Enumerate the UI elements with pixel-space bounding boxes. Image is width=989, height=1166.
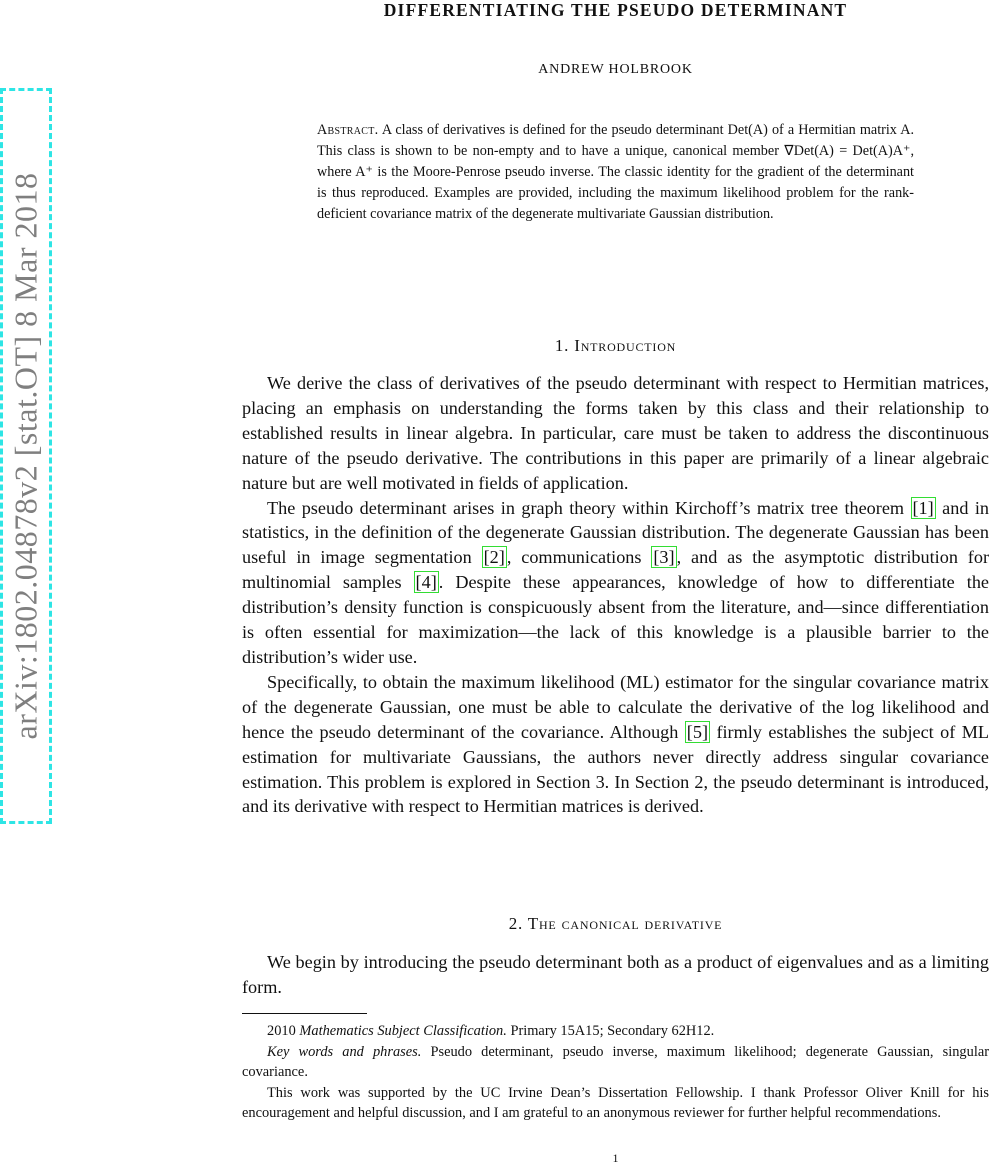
text-run: , and as the asymptotic distribution for multinomial samples [242, 547, 989, 593]
citation-link[interactable]: [5] [686, 721, 709, 742]
citation-link[interactable]: [3] [653, 547, 675, 568]
section2-body [242, 950, 989, 1000]
abstract-label: Abstract. [317, 122, 379, 138]
text-run: and in statistics, in the definition of the degenerate Gaussian distribution. The degenerate Gaussian has been useful in image segmentation [242, 497, 989, 568]
paragraph [242, 496, 989, 670]
footnote-italic: Mathematics Subject Classification. [299, 1023, 507, 1039]
paragraph: We begin by introducing the pseudo determinant both as a product of eigenvalues and as a limiting form. [242, 952, 989, 997]
arxiv-stamp[interactable] [0, 88, 52, 824]
arxiv-id[interactable]: arXiv:1802.04878v2 [stat.OT] 8 Mar 2018 [7, 172, 44, 740]
abstract [317, 120, 914, 225]
text-run: , communications [506, 547, 652, 568]
paper-title: DIFFERENTIATING THE PSEUDO DETERMINANT [383, 0, 848, 20]
citation-link[interactable]: [1] [912, 497, 934, 518]
text-run: The pseudo determinant arises in graph theory within Kirchoff’s matrix tree theorem [267, 497, 911, 518]
footnote-keywords [242, 1042, 989, 1083]
page-number: 1 [612, 1151, 619, 1165]
citation-link[interactable]: [4] [415, 572, 437, 593]
footnote-msc [242, 1021, 989, 1042]
section-heading-introduction: 1. Introduction [554, 336, 677, 355]
citation-link[interactable]: [2] [483, 547, 505, 568]
paragraph: We derive the class of derivatives of the pseudo determinant with respect to Hermitian matrices, placing an emphasis on understanding the forms taken by this class and their relationship to established results in linear algebra. In particular, care must be taken to address the discontinuous nature of the pseudo derivative. The contributions in this paper are primarily of a linear algebraic nature but are well motivated in fields of application. [242, 373, 989, 493]
footnote-text: Primary 15A15; Secondary 62H12. [506, 1023, 715, 1039]
author-name: ANDREW HOLBROOK [538, 62, 693, 77]
footnote-label: 2010 [267, 1023, 300, 1039]
footnote-text: Pseudo determinant, pseudo inverse, maximum likelihood; degenerate Gaussian, singular covariance. [242, 1043, 989, 1080]
section-heading-canonical-derivative: 2. The canonical derivative [508, 914, 723, 933]
text-run: firmly establishes the subject of ML estimation for multivariate Gaussians, the authors never directly address singular covariance estimation. This problem is explored in Section 3. In Section 2, the pseudo determinant is introduced, and its derivative with respect to Hermitian matrices is derived. [242, 721, 989, 817]
paragraph [242, 670, 989, 819]
abstract-text: A class of derivatives is defined for the pseudo determinant Det(A) of a Hermitian matrix A. This class is shown to be non-empty and to have a unique, canonical member ∇Det(A) = Det(A)A⁺, where A⁺ is the Moore-Penrose pseudo inverse. The classic identity for the gradient of the determinant is thus reproduced. Examples are provided, including the maximum likelihood problem for the rank-deficient covariance matrix of the degenerate multivariate Gaussian distribution. [317, 122, 914, 222]
footnote-italic: Key words and phrases. [267, 1043, 422, 1060]
introduction-body [242, 371, 989, 819]
footnote-rule [242, 1013, 367, 1014]
text-run: Specifically, to obtain the maximum likelihood (ML) estimator for the singular covariance matrix of the degenerate Gaussian, one must be able to calculate the derivative of the log likelihood and hence the pseudo determinant of the covariance. Although [242, 671, 989, 742]
footnotes [242, 1021, 989, 1124]
text-run: . Despite these appearances, knowledge of how to differentiate the distribution’s density function is conspicuously absent from the literature, and—since differentiation is often essential for maximization—the lack of this knowledge is a plausible barrier to the distribution’s wider use. [242, 572, 989, 667]
footnote-acknowledgement: This work was supported by the UC Irvine Dean’s Dissertation Fellowship. I thank Professor Oliver Knill for his encouragement and helpful discussion, and I am grateful to an anonymous reviewer for further helpful recommendations. [242, 1084, 989, 1121]
